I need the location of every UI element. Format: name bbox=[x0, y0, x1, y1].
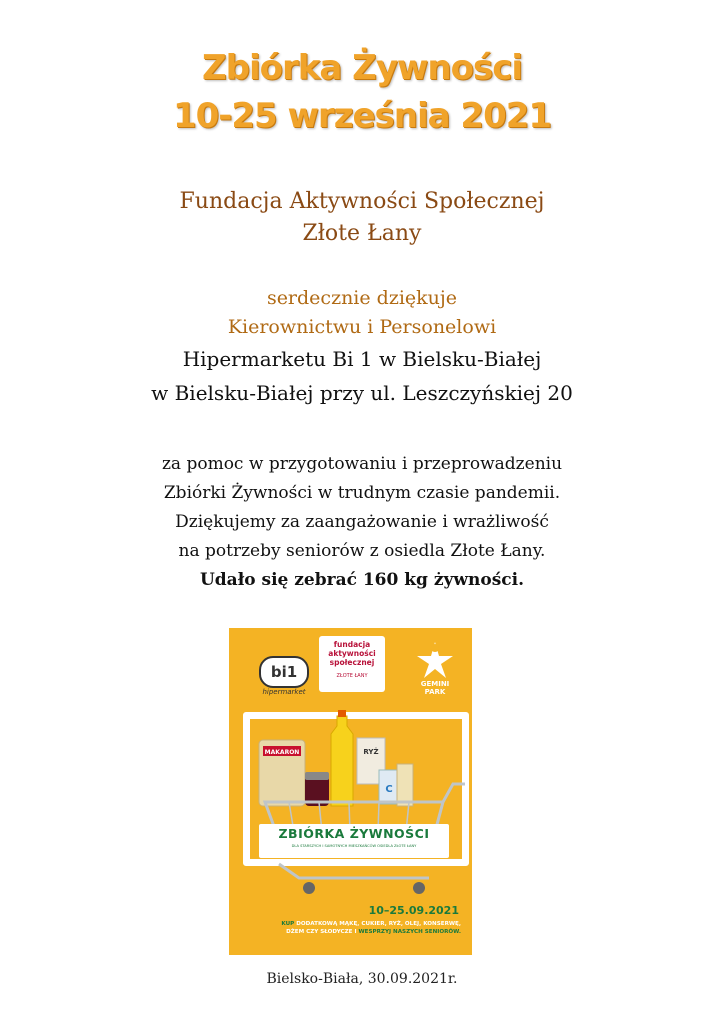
gemini-l2: PARK bbox=[424, 688, 446, 696]
info-line-2a: DŻEM CZY SŁODYCZE I bbox=[286, 929, 359, 935]
foundation-logo-l3: społecznej bbox=[329, 658, 375, 667]
campaign-poster bbox=[229, 628, 472, 955]
oil-bottle-icon bbox=[331, 716, 353, 806]
svg-text:C: C bbox=[385, 784, 393, 795]
body-line-1: za pomoc w przygotowaniu i przeprowadzeniu bbox=[161, 454, 563, 474]
rice-label: RYŻ bbox=[363, 748, 379, 756]
bi1-logo bbox=[259, 656, 309, 688]
poster-banner bbox=[259, 824, 449, 858]
foundation-logo-l2: aktywności bbox=[328, 649, 376, 658]
gemini-park-logo bbox=[409, 680, 461, 696]
bi1-subtitle: hipermarket bbox=[262, 688, 306, 696]
bi1-logo-text: bi1 bbox=[270, 663, 298, 681]
thanks-line: serdecznie dziękuje bbox=[266, 287, 458, 309]
result-line: Udało się zebrać 160 kg żywności. bbox=[199, 570, 525, 590]
store-name: Hipermarketu Bi 1 w Bielsku-Białej bbox=[182, 347, 542, 371]
makaron-label: MAKARON bbox=[264, 749, 300, 756]
info-line-1: DODATKOWĄ MĄKĘ, CUKIER, RYŻ, OLEJ, KONSERWĘ, bbox=[294, 921, 461, 927]
foundation-logo-l1: fundacja bbox=[333, 640, 371, 649]
gemini-l1: GEMINI bbox=[420, 680, 450, 688]
body-line-2: Zbiórki Żywności w trudnym czasie pandemii. bbox=[163, 483, 561, 503]
foundation-logo-l4: ZŁOTE ŁANY bbox=[336, 673, 368, 679]
poster-date: 10–25.09.2021 bbox=[368, 904, 459, 917]
footer-date: Bielsko-Biała, 30.09.2021r. bbox=[266, 971, 458, 987]
headline-title: Zbiórka Żywności bbox=[202, 48, 522, 88]
banner-title: ZBIÓRKA ŻYWNOŚCI bbox=[278, 826, 430, 841]
foundation-logo bbox=[319, 636, 385, 692]
headline-dates: 10-25 września 2021 bbox=[172, 96, 552, 136]
gemini-star-icon bbox=[415, 640, 455, 680]
banner-subtitle: DLA STARSZYCH I SAMOTNYCH MIESZKAŃCÓW OSIEDLA ZŁOTE ŁANY bbox=[291, 844, 417, 848]
poster-info bbox=[249, 920, 461, 936]
info-line-2b: WESPRZYJ NASZYCH SENIORÓW. bbox=[358, 929, 461, 935]
store-address: w Bielsku-Białej przy ul. Leszczyńskiej 20 bbox=[151, 381, 573, 405]
spaghetti-icon bbox=[397, 764, 413, 806]
body-line-3: Dziękujemy za zaangażowanie i wrażliwość bbox=[175, 512, 549, 532]
foundation-name-2: Złote Łany bbox=[302, 221, 422, 246]
cart-base-icon bbox=[269, 860, 449, 896]
foundation-name: Fundacja Aktywności Społecznej bbox=[179, 189, 545, 214]
body-line-4: na potrzeby seniorów z osiedla Złote Łany. bbox=[178, 541, 546, 561]
info-kup: KUP bbox=[281, 921, 295, 927]
recipient-line: Kierownictwu i Personelowi bbox=[227, 316, 497, 338]
